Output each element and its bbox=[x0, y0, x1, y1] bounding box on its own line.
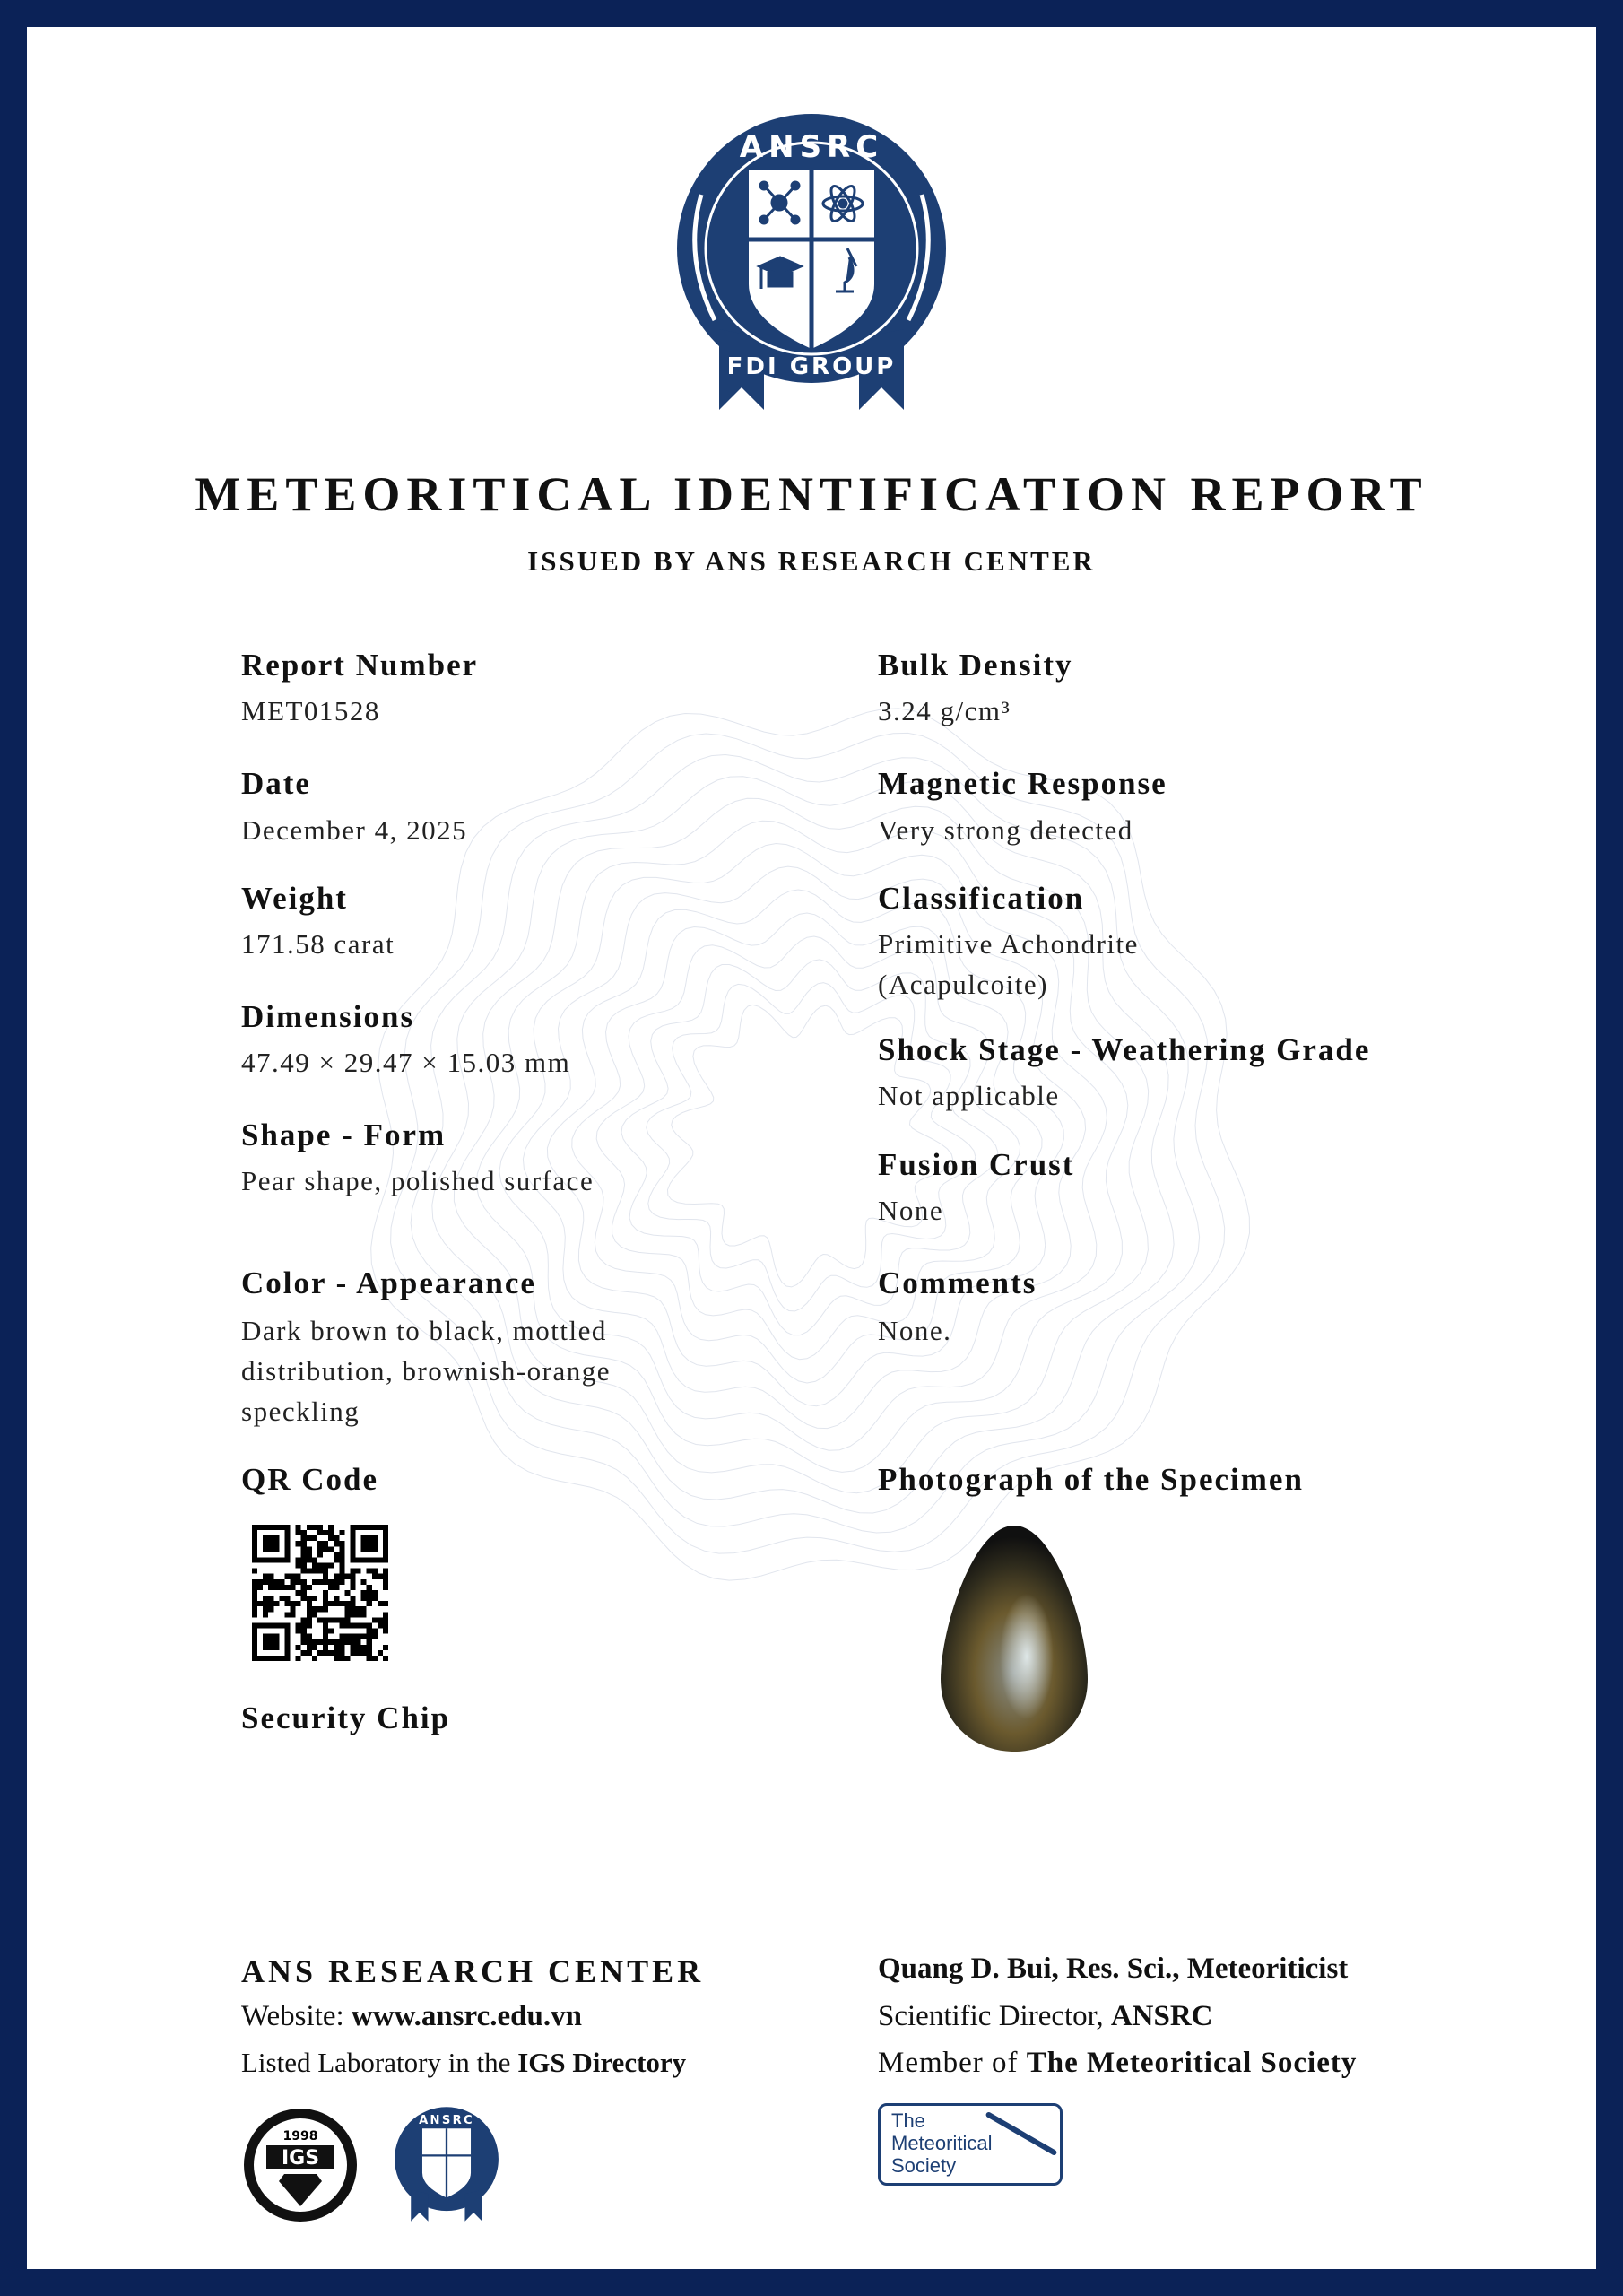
ansrc-logo bbox=[670, 114, 953, 410]
footer-org-name: ANS RESEARCH CENTER bbox=[241, 1953, 705, 1989]
field-label: Weight bbox=[241, 881, 348, 916]
field-value: 47.49 × 29.47 × 15.03 mm bbox=[241, 1047, 571, 1078]
role-org: ANSRC bbox=[1110, 2000, 1213, 2032]
footer-listed bbox=[241, 2047, 686, 2079]
signatory-role bbox=[878, 2000, 1213, 2033]
field-label: Dimensions bbox=[241, 999, 415, 1034]
svg-text:1998: 1998 bbox=[282, 2129, 318, 2144]
footer-website bbox=[241, 2000, 582, 2033]
logo-text-bottom: FDI GROUP bbox=[726, 353, 897, 380]
igs-directory: IGS Directory bbox=[517, 2047, 687, 2078]
field-label: Color - Appearance bbox=[241, 1265, 536, 1300]
field-value: 3.24 g/cm³ bbox=[878, 695, 1011, 726]
igs-seal bbox=[241, 2106, 360, 2224]
qr-code[interactable] bbox=[252, 1525, 388, 1661]
field-label: Comments bbox=[878, 1265, 1037, 1300]
photo-label: Photograph of the Specimen bbox=[878, 1462, 1304, 1497]
field-label: Classification bbox=[878, 881, 1085, 916]
signatory-name: Quang D. Bui, Res. Sci., Meteoriticist bbox=[878, 1952, 1349, 1985]
field-value: Dark brown to black, mottled distribution, brownish-orange speckling bbox=[241, 1315, 612, 1427]
specimen-photo bbox=[937, 1522, 1091, 1753]
meteoritical-society-logo: The Meteoritical Society bbox=[878, 2103, 1063, 2186]
member-society: The Meteoritical Society bbox=[1026, 2047, 1358, 2079]
field-value: Very strong detected bbox=[878, 814, 1133, 846]
report-title: METEORITICAL IDENTIFICATION REPORT bbox=[195, 467, 1428, 521]
qr-code-label: QR Code bbox=[241, 1462, 379, 1497]
field-label: Shock Stage - Weathering Grade bbox=[878, 1032, 1371, 1067]
report-subtitle: ISSUED BY ANS RESEARCH CENTER bbox=[527, 545, 1096, 577]
field-label: Bulk Density bbox=[878, 648, 1073, 683]
field-label: Shape - Form bbox=[241, 1118, 447, 1152]
field-value: Primitive Achondrite (Acapulcoite) bbox=[878, 928, 1139, 1000]
field-label: Report Number bbox=[241, 648, 479, 683]
field-label: Magnetic Response bbox=[878, 766, 1167, 801]
field-value: Not applicable bbox=[878, 1080, 1060, 1111]
website-label: Website: bbox=[241, 2000, 352, 2032]
field-value: December 4, 2025 bbox=[241, 814, 468, 846]
logo-text-top: ANSRC bbox=[739, 129, 884, 165]
field-value: None. bbox=[878, 1315, 952, 1346]
website-link[interactable]: www.ansrc.edu.vn bbox=[351, 2000, 582, 2032]
field-value: MET01528 bbox=[241, 695, 380, 726]
security-chip-label: Security Chip bbox=[241, 1700, 451, 1735]
svg-text:IGS: IGS bbox=[281, 2147, 320, 2170]
field-value: Pear shape, polished surface bbox=[241, 1165, 595, 1196]
field-label: Fusion Crust bbox=[878, 1147, 1075, 1182]
field-value: None bbox=[878, 1195, 944, 1226]
signatory-membership bbox=[878, 2047, 1357, 2080]
role-prefix: Scientific Director, bbox=[878, 2000, 1111, 2032]
field-value: 171.58 carat bbox=[241, 928, 395, 960]
listed-prefix: Listed Laboratory in the bbox=[241, 2047, 518, 2078]
ansrc-small-logo bbox=[392, 2106, 501, 2222]
svg-text:ANSRC: ANSRC bbox=[419, 2113, 474, 2127]
field-label: Date bbox=[241, 766, 311, 801]
member-prefix: Member of bbox=[878, 2047, 1027, 2079]
